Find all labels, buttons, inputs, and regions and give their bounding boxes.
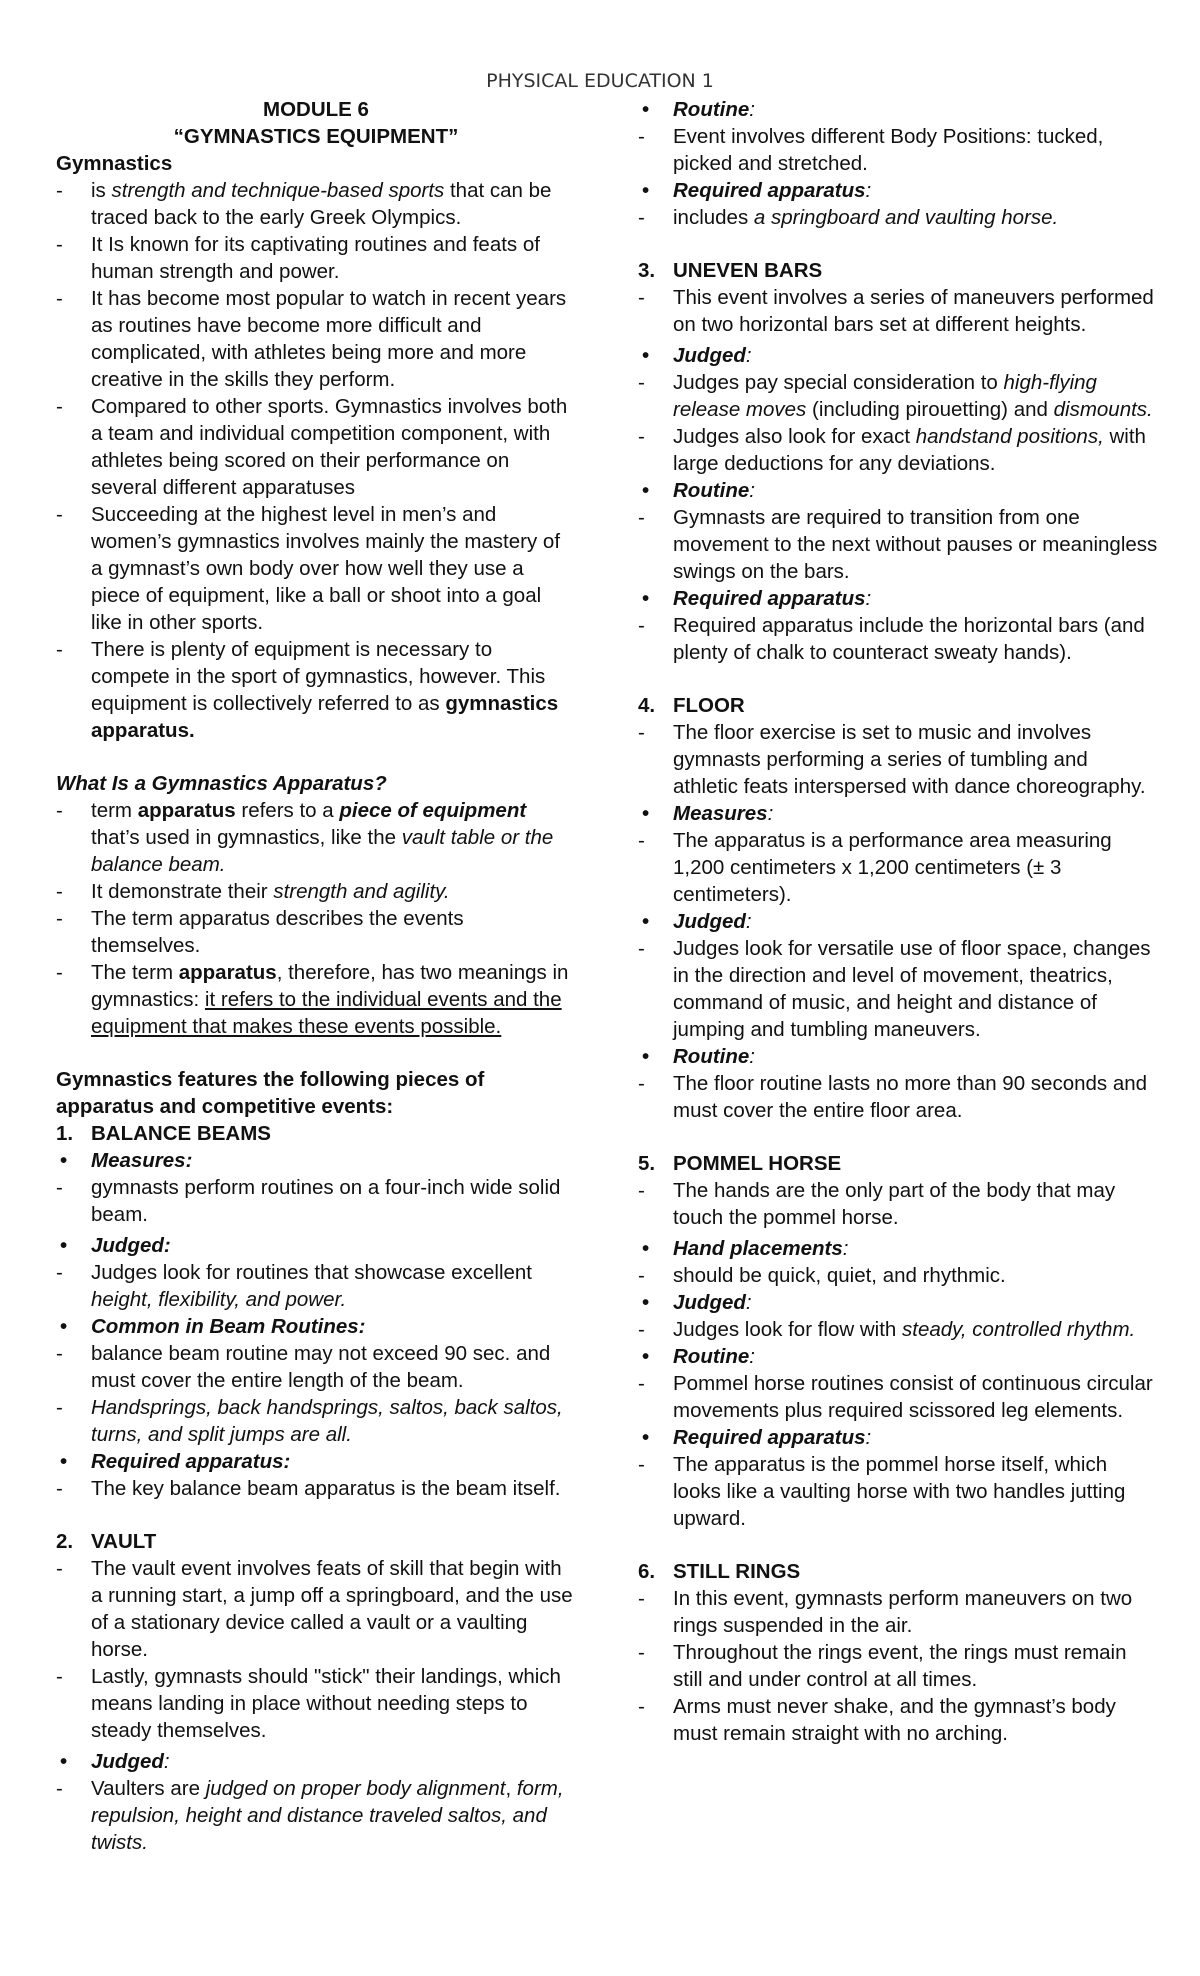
section-pommel-horse: 5. POMMEL HORSE: [638, 1152, 842, 1175]
intro-item: - It has become most popular to watch in recent years as routines have become more difficult and complicated, with athletes being more and more creative in the skills they perform.: [56, 285, 576, 393]
bars-routine: - Gymnasts are required to transition from one movement to the next without pauses or meaningless swings on the bars.: [638, 504, 1158, 585]
routine-label: • Routine:: [638, 477, 1158, 504]
vault-judged: - Vaulters are judged on proper body alignment, form, repulsion, height and distance traveled saltos, and twists.: [56, 1775, 576, 1856]
beam-measures: - gymnasts perform routines on a four-inch wide solid beam.: [56, 1174, 576, 1228]
rings-item: - Arms must never shake, and the gymnast’s body must remain straight with no arching.: [638, 1693, 1158, 1747]
required-label: • Required apparatus:: [638, 1424, 1158, 1451]
judged-label: • Judged:: [638, 1289, 1158, 1316]
required-label: • Required apparatus:: [638, 177, 1158, 204]
intro-item: - Compared to other sports. Gymnastics involves both a team and individual competition component, with athletes being scored on their performance on several different apparatuses: [56, 393, 576, 501]
floor-measures: - The apparatus is a performance area measuring 1,200 centimeters x 1,200 centimeters (± 3 centimeters).: [638, 827, 1158, 908]
hand-placements-label: • Hand placements:: [638, 1235, 1158, 1262]
apparatus-item: - term apparatus refers to a piece of equipment that’s used in gymnastics, like the vault table or the balance beam.: [56, 797, 576, 878]
floor-item: - The floor exercise is set to music and involves gymnasts performing a series of tumbling and athletic feats interspersed with dance choreography.: [638, 719, 1158, 800]
pommel-judged: - Judges look for flow with steady, controlled rhythm.: [638, 1316, 1158, 1343]
judged-label: • Judged:: [56, 1232, 576, 1259]
vault-routine: - Event involves different Body Positions: tucked, picked and stretched.: [638, 123, 1158, 177]
floor-routine: - The floor routine lasts no more than 90 seconds and must cover the entire floor area.: [638, 1070, 1158, 1124]
beam-judged: - Judges look for routines that showcase excellent height, flexibility, and power.: [56, 1259, 576, 1313]
bars-item: - This event involves a series of maneuvers performed on two horizontal bars set at different heights.: [638, 284, 1158, 338]
required-label: • Required apparatus:: [56, 1448, 576, 1475]
gymnastics-heading: Gymnastics: [56, 152, 173, 175]
module-title: MODULE 6: [263, 98, 369, 121]
intro-item: - There is plenty of equipment is necessary to compete in the sport of gymnastics, however. This equipment is collectively referred to as gymnastics apparatus.: [56, 636, 576, 744]
page-header: PHYSICAL EDUCATION 1: [486, 70, 714, 92]
section-balance-beams: 1. BALANCE BEAMS: [56, 1122, 271, 1145]
beam-common: - balance beam routine may not exceed 90 sec. and must cover the entire length of the beam.: [56, 1340, 576, 1394]
rings-item: - Throughout the rings event, the rings must remain still and under control at all times.: [638, 1639, 1158, 1693]
beam-required: - The key balance beam apparatus is the beam itself.: [56, 1475, 576, 1502]
judged-label: • Judged:: [638, 908, 1158, 935]
bars-judged: - Judges also look for exact handstand positions, with large deductions for any deviations.: [638, 423, 1158, 477]
right-column: [638, 96, 1158, 1747]
pommel-item: - The hands are the only part of the body that may touch the pommel horse.: [638, 1177, 1158, 1231]
features-heading: Gymnastics features the following pieces of apparatus and competitive events:: [56, 1068, 485, 1118]
apparatus-item: - The term apparatus describes the events themselves.: [56, 905, 576, 959]
floor-judged: - Judges look for versatile use of floor space, changes in the direction and level of movement, theatrics, command of music, and height and distance of jumping and tumbling maneuvers.: [638, 935, 1158, 1043]
required-label: • Required apparatus:: [638, 585, 1158, 612]
section-vault: 2. VAULT: [56, 1530, 157, 1553]
section-still-rings: 6. STILL RINGS: [638, 1560, 801, 1583]
vault-required: - includes a springboard and vaulting horse.: [638, 204, 1158, 231]
section-floor: 4. FLOOR: [638, 694, 745, 717]
judged-label: • Judged:: [56, 1748, 576, 1775]
pommel-required: - The apparatus is the pommel horse itself, which looks like a vaulting horse with two handles jutting upward.: [638, 1451, 1158, 1532]
routine-label: • Routine:: [638, 1043, 1158, 1070]
bars-judged: - Judges pay special consideration to high-flying release moves (including pirouetting) and dismounts.: [638, 369, 1158, 423]
rings-item: - In this event, gymnasts perform maneuvers on two rings suspended in the air.: [638, 1585, 1158, 1639]
apparatus-heading: What Is a Gymnastics Apparatus?: [56, 772, 387, 795]
judged-label: • Judged:: [638, 342, 1158, 369]
routine-label: • Routine:: [638, 1343, 1158, 1370]
pommel-hand: - should be quick, quiet, and rhythmic.: [638, 1262, 1158, 1289]
intro-item: - is strength and technique-based sports that can be traced back to the early Greek Olympics.: [56, 177, 576, 231]
routine-label: • Routine:: [638, 96, 1158, 123]
vault-item: - Lastly, gymnasts should "stick" their landings, which means landing in place without needing steps to steady themselves.: [56, 1663, 576, 1744]
beam-common: - Handsprings, back handsprings, saltos, back saltos, turns, and split jumps are all.: [56, 1394, 576, 1448]
apparatus-item: - It demonstrate their strength and agility.: [56, 878, 576, 905]
pommel-routine: - Pommel horse routines consist of continuous circular movements plus required scissored leg elements.: [638, 1370, 1158, 1424]
intro-item: - Succeeding at the highest level in men’s and women’s gymnastics involves mainly the mastery of a gymnast’s own body over how well they use a piece of equipment, like a ball or shoot into a goal like in other sports.: [56, 501, 576, 636]
module-subtitle: “GYMNASTICS EQUIPMENT”: [173, 125, 459, 148]
apparatus-item: - The term apparatus, therefore, has two meanings in gymnastics: it refers to the individual events and the equipment that makes these events possible.: [56, 959, 576, 1040]
intro-item: - It Is known for its captivating routines and feats of human strength and power.: [56, 231, 576, 285]
measures-label: • Measures:: [638, 800, 1158, 827]
measures-label: • Measures:: [56, 1147, 576, 1174]
left-column: [56, 96, 576, 1856]
common-label: • Common in Beam Routines:: [56, 1313, 576, 1340]
vault-item: - The vault event involves feats of skill that begin with a running start, a jump off a springboard, and the use of a stationary device called a vault or a vaulting horse.: [56, 1555, 576, 1663]
bars-required: - Required apparatus include the horizontal bars (and plenty of chalk to counteract sweaty hands).: [638, 612, 1158, 666]
section-uneven-bars: 3. UNEVEN BARS: [638, 259, 823, 282]
